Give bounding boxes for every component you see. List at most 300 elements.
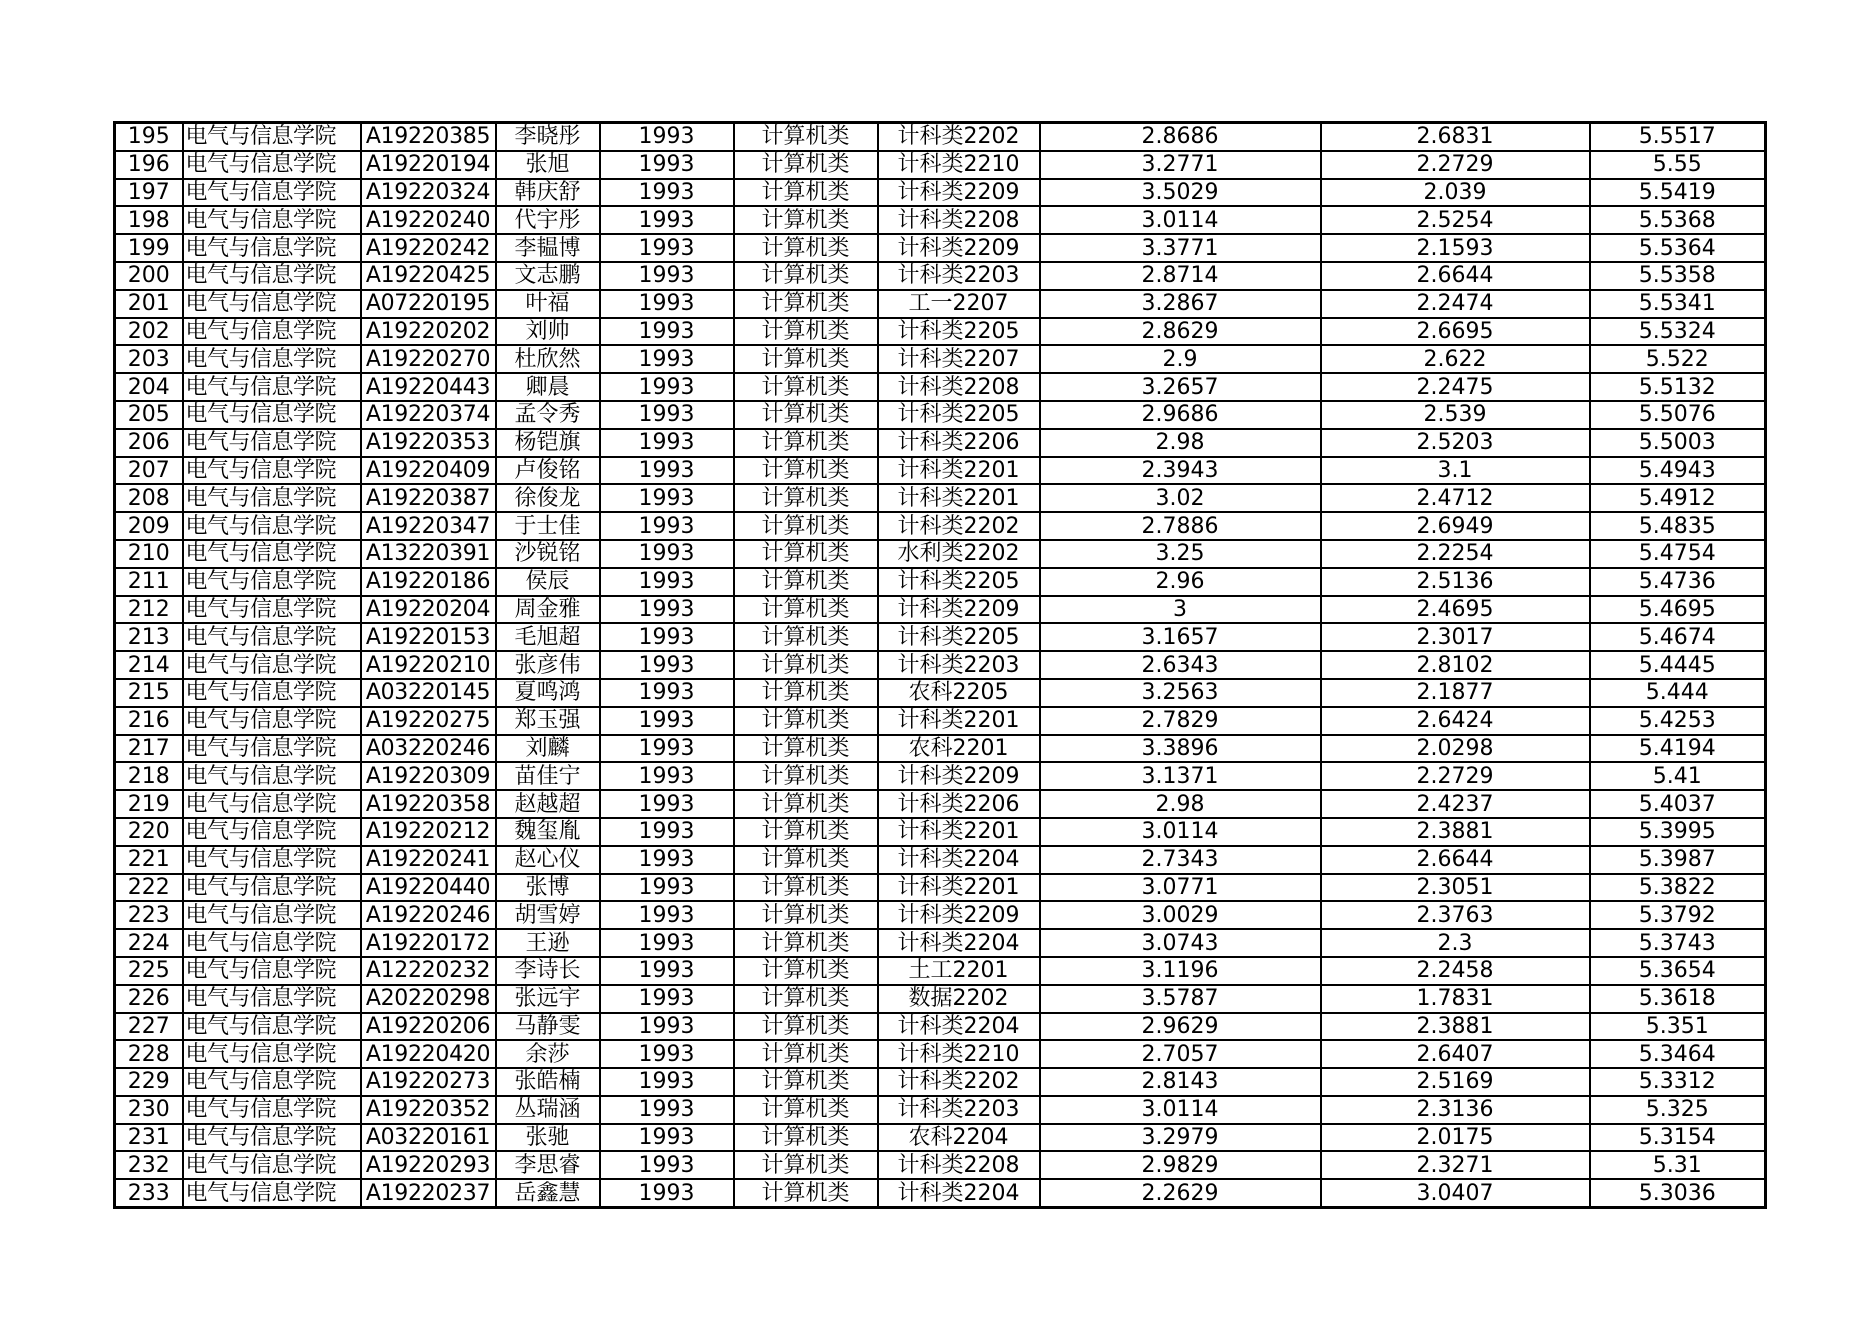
cell-rank: 222 [115, 874, 183, 902]
cell-score-b: 2.2475 [1321, 373, 1590, 401]
cell-code: 1993 [600, 1013, 734, 1041]
cell-name: 毛旭超 [496, 623, 600, 651]
table-row [115, 429, 1766, 457]
cell-code: 1993 [600, 457, 734, 485]
cell-class: 计科类2201 [878, 818, 1040, 846]
cell-code: 1993 [600, 568, 734, 596]
cell-student-id: A19220237 [361, 1179, 496, 1207]
cell-class: 计科类2201 [878, 707, 1040, 735]
cell-rank: 207 [115, 457, 183, 485]
cell-name: 赵心仪 [496, 846, 600, 874]
table-row [115, 679, 1766, 707]
cell-student-id: A19220374 [361, 401, 496, 429]
cell-score-a: 2.8629 [1040, 318, 1321, 346]
table-row [115, 345, 1766, 373]
cell-major-category: 计算机类 [734, 1040, 878, 1068]
cell-code: 1993 [600, 151, 734, 179]
cell-college: 电气与信息学院 [183, 151, 361, 179]
cell-score-b: 2.5169 [1321, 1068, 1590, 1096]
cell-major-category: 计算机类 [734, 651, 878, 679]
cell-student-id: A19220153 [361, 623, 496, 651]
cell-college: 电气与信息学院 [183, 957, 361, 985]
cell-score-a: 3.2657 [1040, 373, 1321, 401]
cell-score-b: 2.2474 [1321, 290, 1590, 318]
cell-rank: 200 [115, 262, 183, 290]
cell-total-score: 5.5358 [1590, 262, 1766, 290]
table-row [115, 318, 1766, 346]
cell-score-b: 2.3017 [1321, 623, 1590, 651]
cell-student-id: A19220273 [361, 1068, 496, 1096]
cell-score-a: 3.1196 [1040, 957, 1321, 985]
cell-name: 刘帅 [496, 318, 600, 346]
cell-score-b: 2.3051 [1321, 874, 1590, 902]
cell-name: 马静雯 [496, 1013, 600, 1041]
cell-total-score: 5.3792 [1590, 901, 1766, 929]
cell-class: 土工2201 [878, 957, 1040, 985]
cell-total-score: 5.4912 [1590, 484, 1766, 512]
cell-college: 电气与信息学院 [183, 1040, 361, 1068]
cell-major-category: 计算机类 [734, 484, 878, 512]
cell-college: 电气与信息学院 [183, 929, 361, 957]
cell-rank: 210 [115, 540, 183, 568]
cell-name: 苗佳宁 [496, 762, 600, 790]
cell-score-a: 2.9829 [1040, 1151, 1321, 1179]
cell-student-id: A19220440 [361, 874, 496, 902]
cell-class: 计科类2206 [878, 429, 1040, 457]
cell-name: 韩庆舒 [496, 179, 600, 207]
cell-student-id: A19220275 [361, 707, 496, 735]
cell-score-a: 2.7886 [1040, 512, 1321, 540]
cell-name: 王逊 [496, 929, 600, 957]
cell-college: 电气与信息学院 [183, 345, 361, 373]
cell-college: 电气与信息学院 [183, 457, 361, 485]
cell-student-id: A19220409 [361, 457, 496, 485]
cell-score-a: 2.3943 [1040, 457, 1321, 485]
cell-score-b: 2.2729 [1321, 762, 1590, 790]
cell-rank: 227 [115, 1013, 183, 1041]
cell-score-a: 2.7829 [1040, 707, 1321, 735]
cell-class: 计科类2204 [878, 1179, 1040, 1207]
cell-major-category: 计算机类 [734, 985, 878, 1013]
cell-class: 工一2207 [878, 290, 1040, 318]
cell-code: 1993 [600, 1040, 734, 1068]
table-row [115, 818, 1766, 846]
cell-code: 1993 [600, 318, 734, 346]
cell-code: 1993 [600, 1068, 734, 1096]
cell-major-category: 计算机类 [734, 1124, 878, 1152]
table-row [115, 484, 1766, 512]
cell-rank: 221 [115, 846, 183, 874]
cell-college: 电气与信息学院 [183, 568, 361, 596]
cell-total-score: 5.5324 [1590, 318, 1766, 346]
cell-rank: 214 [115, 651, 183, 679]
cell-score-a: 3.2771 [1040, 151, 1321, 179]
cell-name: 丛瑞涵 [496, 1096, 600, 1124]
cell-code: 1993 [600, 179, 734, 207]
cell-code: 1993 [600, 484, 734, 512]
table-row [115, 1040, 1766, 1068]
cell-score-b: 2.039 [1321, 179, 1590, 207]
cell-rank: 233 [115, 1179, 183, 1207]
cell-rank: 224 [115, 929, 183, 957]
cell-college: 电气与信息学院 [183, 484, 361, 512]
cell-student-id: A19220324 [361, 179, 496, 207]
cell-score-a: 2.9686 [1040, 401, 1321, 429]
cell-rank: 231 [115, 1124, 183, 1152]
cell-college: 电气与信息学院 [183, 735, 361, 763]
cell-student-id: A03220161 [361, 1124, 496, 1152]
cell-rank: 205 [115, 401, 183, 429]
cell-major-category: 计算机类 [734, 1068, 878, 1096]
cell-major-category: 计算机类 [734, 290, 878, 318]
cell-code: 1993 [600, 735, 734, 763]
cell-class: 农科2201 [878, 735, 1040, 763]
table-row [115, 457, 1766, 485]
cell-college: 电气与信息学院 [183, 1013, 361, 1041]
cell-total-score: 5.31 [1590, 1151, 1766, 1179]
cell-name: 夏鸣鸿 [496, 679, 600, 707]
table-row [115, 985, 1766, 1013]
cell-college: 电气与信息学院 [183, 262, 361, 290]
cell-major-category: 计算机类 [734, 1179, 878, 1207]
cell-major-category: 计算机类 [734, 429, 878, 457]
cell-rank: 217 [115, 735, 183, 763]
cell-student-id: A19220387 [361, 484, 496, 512]
cell-student-id: A19220385 [361, 123, 496, 151]
cell-code: 1993 [600, 234, 734, 262]
cell-name: 张博 [496, 874, 600, 902]
table-row [115, 1151, 1766, 1179]
cell-name: 魏玺胤 [496, 818, 600, 846]
cell-score-a: 3.0743 [1040, 929, 1321, 957]
cell-score-b: 2.6831 [1321, 123, 1590, 151]
cell-total-score: 5.4695 [1590, 596, 1766, 624]
cell-college: 电气与信息学院 [183, 234, 361, 262]
cell-total-score: 5.5076 [1590, 401, 1766, 429]
cell-code: 1993 [600, 290, 734, 318]
cell-score-b: 2.622 [1321, 345, 1590, 373]
cell-college: 电气与信息学院 [183, 596, 361, 624]
cell-name: 李韫博 [496, 234, 600, 262]
cell-code: 1993 [600, 790, 734, 818]
cell-major-category: 计算机类 [734, 596, 878, 624]
ranking-table [113, 121, 1767, 1209]
cell-score-a: 3.2867 [1040, 290, 1321, 318]
cell-total-score: 5.325 [1590, 1096, 1766, 1124]
cell-student-id: A19220202 [361, 318, 496, 346]
cell-code: 1993 [600, 373, 734, 401]
cell-total-score: 5.5364 [1590, 234, 1766, 262]
cell-class: 计科类2203 [878, 262, 1040, 290]
cell-class: 计科类2201 [878, 874, 1040, 902]
cell-class: 计科类2208 [878, 1151, 1040, 1179]
cell-total-score: 5.351 [1590, 1013, 1766, 1041]
cell-score-b: 2.1877 [1321, 679, 1590, 707]
cell-score-a: 3.0029 [1040, 901, 1321, 929]
cell-name: 余莎 [496, 1040, 600, 1068]
cell-student-id: A19220293 [361, 1151, 496, 1179]
cell-score-a: 3.25 [1040, 540, 1321, 568]
cell-class: 计科类2204 [878, 929, 1040, 957]
cell-code: 1993 [600, 540, 734, 568]
cell-name: 沙锐铭 [496, 540, 600, 568]
cell-name: 李晓彤 [496, 123, 600, 151]
cell-rank: 220 [115, 818, 183, 846]
cell-rank: 195 [115, 123, 183, 151]
table-row [115, 735, 1766, 763]
cell-student-id: A19220241 [361, 846, 496, 874]
cell-class: 计科类2204 [878, 1013, 1040, 1041]
cell-student-id: A19220206 [361, 1013, 496, 1041]
cell-student-id: A19220309 [361, 762, 496, 790]
table-row [115, 874, 1766, 902]
cell-name: 杜欣然 [496, 345, 600, 373]
cell-score-a: 3.0114 [1040, 818, 1321, 846]
cell-total-score: 5.3987 [1590, 846, 1766, 874]
table-row [115, 179, 1766, 207]
cell-student-id: A19220242 [361, 234, 496, 262]
cell-code: 1993 [600, 707, 734, 735]
cell-code: 1993 [600, 123, 734, 151]
cell-name: 杨铠旗 [496, 429, 600, 457]
cell-major-category: 计算机类 [734, 929, 878, 957]
cell-score-a: 3.0114 [1040, 206, 1321, 234]
cell-score-b: 2.5136 [1321, 568, 1590, 596]
cell-student-id: A19220443 [361, 373, 496, 401]
cell-code: 1993 [600, 901, 734, 929]
cell-score-a: 2.8143 [1040, 1068, 1321, 1096]
cell-college: 电气与信息学院 [183, 540, 361, 568]
cell-total-score: 5.3654 [1590, 957, 1766, 985]
cell-student-id: A03220145 [361, 679, 496, 707]
cell-code: 1993 [600, 846, 734, 874]
cell-college: 电气与信息学院 [183, 679, 361, 707]
cell-name: 张驰 [496, 1124, 600, 1152]
cell-major-category: 计算机类 [734, 373, 878, 401]
cell-major-category: 计算机类 [734, 512, 878, 540]
cell-rank: 216 [115, 707, 183, 735]
table-row [115, 707, 1766, 735]
cell-class: 计科类2209 [878, 901, 1040, 929]
cell-total-score: 5.3822 [1590, 874, 1766, 902]
cell-major-category: 计算机类 [734, 1096, 878, 1124]
cell-score-a: 3 [1040, 596, 1321, 624]
cell-score-b: 2.539 [1321, 401, 1590, 429]
cell-total-score: 5.41 [1590, 762, 1766, 790]
cell-total-score: 5.4943 [1590, 457, 1766, 485]
table-row [115, 929, 1766, 957]
cell-total-score: 5.4037 [1590, 790, 1766, 818]
cell-rank: 230 [115, 1096, 183, 1124]
cell-total-score: 5.4194 [1590, 735, 1766, 763]
cell-score-b: 2.6644 [1321, 262, 1590, 290]
cell-rank: 206 [115, 429, 183, 457]
cell-college: 电气与信息学院 [183, 1096, 361, 1124]
cell-college: 电气与信息学院 [183, 651, 361, 679]
cell-rank: 211 [115, 568, 183, 596]
cell-college: 电气与信息学院 [183, 318, 361, 346]
cell-score-a: 3.1657 [1040, 623, 1321, 651]
table-row [115, 290, 1766, 318]
cell-student-id: A19220194 [361, 151, 496, 179]
cell-major-category: 计算机类 [734, 568, 878, 596]
cell-class: 计科类2201 [878, 484, 1040, 512]
cell-score-a: 2.96 [1040, 568, 1321, 596]
cell-total-score: 5.3995 [1590, 818, 1766, 846]
table-row [115, 123, 1766, 151]
cell-total-score: 5.5003 [1590, 429, 1766, 457]
cell-code: 1993 [600, 262, 734, 290]
cell-rank: 203 [115, 345, 183, 373]
cell-student-id: A19220210 [361, 651, 496, 679]
cell-score-b: 2.6949 [1321, 512, 1590, 540]
cell-college: 电气与信息学院 [183, 846, 361, 874]
cell-name: 刘麟 [496, 735, 600, 763]
cell-total-score: 5.444 [1590, 679, 1766, 707]
cell-major-category: 计算机类 [734, 457, 878, 485]
cell-class: 计科类2209 [878, 762, 1040, 790]
cell-score-b: 2.3136 [1321, 1096, 1590, 1124]
cell-student-id: A19220353 [361, 429, 496, 457]
table-row [115, 623, 1766, 651]
cell-name: 侯辰 [496, 568, 600, 596]
cell-major-category: 计算机类 [734, 846, 878, 874]
cell-total-score: 5.5341 [1590, 290, 1766, 318]
cell-class: 农科2204 [878, 1124, 1040, 1152]
cell-total-score: 5.4736 [1590, 568, 1766, 596]
cell-major-category: 计算机类 [734, 401, 878, 429]
cell-total-score: 5.4253 [1590, 707, 1766, 735]
cell-student-id: A19220186 [361, 568, 496, 596]
table-row [115, 262, 1766, 290]
cell-class: 数据2202 [878, 985, 1040, 1013]
cell-student-id: A19220425 [361, 262, 496, 290]
cell-college: 电气与信息学院 [183, 762, 361, 790]
cell-score-b: 2.6424 [1321, 707, 1590, 735]
cell-rank: 218 [115, 762, 183, 790]
cell-class: 计科类2207 [878, 345, 1040, 373]
cell-major-category: 计算机类 [734, 123, 878, 151]
cell-score-b: 2.4237 [1321, 790, 1590, 818]
cell-name: 张远宇 [496, 985, 600, 1013]
cell-name: 文志鹏 [496, 262, 600, 290]
table-row [115, 1124, 1766, 1152]
table-row [115, 568, 1766, 596]
cell-name: 李思睿 [496, 1151, 600, 1179]
cell-rank: 209 [115, 512, 183, 540]
cell-student-id: A19220347 [361, 512, 496, 540]
table-row [115, 373, 1766, 401]
cell-rank: 225 [115, 957, 183, 985]
cell-rank: 213 [115, 623, 183, 651]
table-row [115, 540, 1766, 568]
cell-code: 1993 [600, 1124, 734, 1152]
cell-code: 1993 [600, 818, 734, 846]
cell-student-id: A13220391 [361, 540, 496, 568]
cell-major-category: 计算机类 [734, 790, 878, 818]
table-row [115, 596, 1766, 624]
cell-total-score: 5.5368 [1590, 206, 1766, 234]
cell-name: 孟令秀 [496, 401, 600, 429]
cell-college: 电气与信息学院 [183, 901, 361, 929]
cell-score-b: 2.6695 [1321, 318, 1590, 346]
cell-college: 电气与信息学院 [183, 707, 361, 735]
cell-score-a: 3.3896 [1040, 735, 1321, 763]
cell-code: 1993 [600, 401, 734, 429]
table-row [115, 651, 1766, 679]
cell-class: 计科类2202 [878, 1068, 1040, 1096]
cell-name: 张彦伟 [496, 651, 600, 679]
cell-major-category: 计算机类 [734, 151, 878, 179]
cell-score-a: 3.5787 [1040, 985, 1321, 1013]
cell-student-id: A12220232 [361, 957, 496, 985]
cell-rank: 199 [115, 234, 183, 262]
cell-college: 电气与信息学院 [183, 818, 361, 846]
cell-name: 卢俊铭 [496, 457, 600, 485]
table-row [115, 1179, 1766, 1207]
cell-score-a: 2.98 [1040, 790, 1321, 818]
cell-score-b: 2.3881 [1321, 818, 1590, 846]
cell-score-a: 2.2629 [1040, 1179, 1321, 1207]
cell-college: 电气与信息学院 [183, 401, 361, 429]
cell-name: 代宇彤 [496, 206, 600, 234]
table-row [115, 762, 1766, 790]
cell-score-a: 2.7057 [1040, 1040, 1321, 1068]
cell-class: 计科类2202 [878, 123, 1040, 151]
cell-class: 计科类2202 [878, 512, 1040, 540]
cell-code: 1993 [600, 1179, 734, 1207]
cell-class: 计科类2201 [878, 457, 1040, 485]
cell-score-b: 1.7831 [1321, 985, 1590, 1013]
cell-major-category: 计算机类 [734, 735, 878, 763]
table-row [115, 790, 1766, 818]
cell-college: 电气与信息学院 [183, 206, 361, 234]
cell-score-a: 2.9 [1040, 345, 1321, 373]
cell-student-id: A19220204 [361, 596, 496, 624]
cell-student-id: A19220212 [361, 818, 496, 846]
cell-code: 1993 [600, 512, 734, 540]
cell-code: 1993 [600, 206, 734, 234]
cell-score-a: 3.5029 [1040, 179, 1321, 207]
cell-major-category: 计算机类 [734, 234, 878, 262]
cell-total-score: 5.4754 [1590, 540, 1766, 568]
cell-code: 1993 [600, 345, 734, 373]
cell-code: 1993 [600, 679, 734, 707]
cell-score-a: 3.0114 [1040, 1096, 1321, 1124]
cell-major-category: 计算机类 [734, 1013, 878, 1041]
cell-class: 水利类2202 [878, 540, 1040, 568]
cell-college: 电气与信息学院 [183, 985, 361, 1013]
cell-score-a: 3.3771 [1040, 234, 1321, 262]
cell-rank: 219 [115, 790, 183, 818]
cell-rank: 223 [115, 901, 183, 929]
cell-class: 农科2205 [878, 679, 1040, 707]
cell-total-score: 5.5419 [1590, 179, 1766, 207]
cell-rank: 228 [115, 1040, 183, 1068]
table-body [115, 123, 1766, 1208]
cell-score-a: 3.2563 [1040, 679, 1321, 707]
cell-score-b: 2.5203 [1321, 429, 1590, 457]
cell-code: 1993 [600, 623, 734, 651]
cell-rank: 215 [115, 679, 183, 707]
cell-name: 李诗长 [496, 957, 600, 985]
cell-score-a: 2.6343 [1040, 651, 1321, 679]
cell-total-score: 5.3618 [1590, 985, 1766, 1013]
cell-code: 1993 [600, 957, 734, 985]
cell-name: 赵越超 [496, 790, 600, 818]
cell-college: 电气与信息学院 [183, 1179, 361, 1207]
cell-score-b: 2.2458 [1321, 957, 1590, 985]
